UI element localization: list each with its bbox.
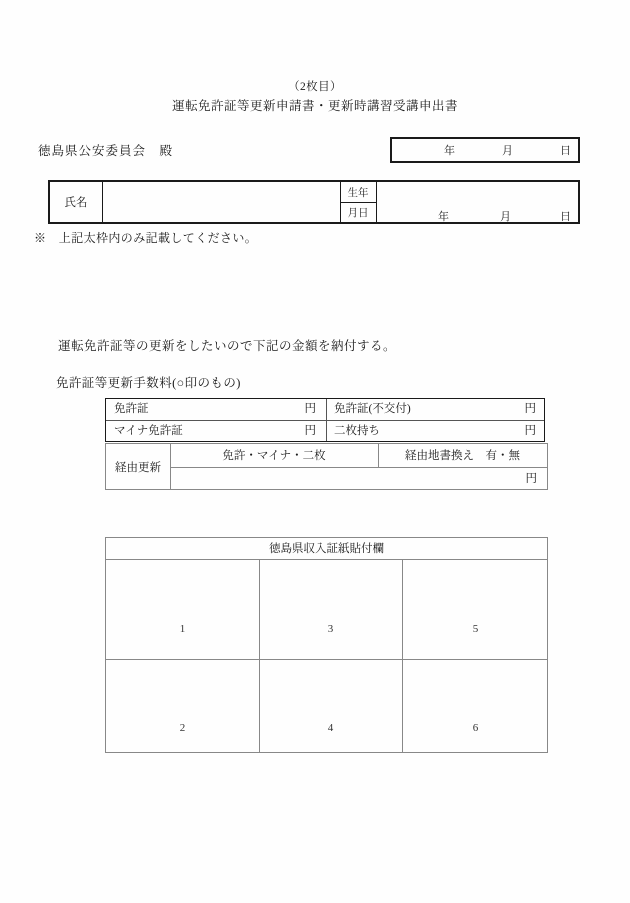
- submission-date-box[interactable]: [390, 137, 580, 163]
- date-month-unit: 月: [502, 145, 513, 157]
- stamp-slot[interactable]: 1: [179, 623, 186, 635]
- date-day-unit: 日: [560, 145, 571, 157]
- fee-table-caption: 免許証等更新手数料(○印のもの): [56, 376, 241, 390]
- addressee-line: 徳島県公安委員会 殿: [38, 144, 174, 158]
- birth-day-unit: 日: [560, 211, 571, 223]
- fee-unit: 円: [304, 425, 316, 437]
- birth-month-unit: 月: [500, 211, 511, 223]
- stamp-slot[interactable]: 3: [327, 623, 334, 635]
- birth-year-unit: 年: [438, 211, 449, 223]
- table-divider: [106, 659, 547, 660]
- name-label: 氏名: [64, 197, 88, 209]
- fill-instruction-note: ※ 上記太枠内のみ記載してください。: [34, 231, 258, 245]
- via-renewal-label: 経由更新: [115, 461, 161, 474]
- fee-label: マイナ免許証: [114, 425, 183, 437]
- fee-unit: 円: [524, 425, 536, 437]
- table-divider: [102, 182, 103, 222]
- via-renewal-option-address-change[interactable]: 経由地書換え 有・無: [405, 450, 520, 462]
- fee-table: [105, 398, 545, 442]
- fee-label: 免許証(不交付): [334, 403, 411, 415]
- revenue-stamp-grid: [106, 560, 547, 752]
- renewal-statement: 運転免許証等の更新をしたいので下記の金額を納付する。: [58, 339, 397, 353]
- fee-option-license[interactable]: [106, 399, 326, 420]
- stamp-slot[interactable]: 4: [327, 722, 334, 734]
- revenue-stamp-header: 徳島県収入証紙貼付欄: [106, 538, 547, 560]
- birthdate-label-line1: 生年: [347, 188, 369, 199]
- revenue-stamp-table: [105, 537, 548, 753]
- via-renewal-amount-unit: 円: [525, 473, 537, 485]
- stamp-slot[interactable]: 5: [472, 623, 479, 635]
- fee-option-mynumber-license[interactable]: [106, 421, 326, 442]
- stamp-slot[interactable]: 6: [472, 722, 479, 734]
- table-divider: [340, 202, 376, 203]
- date-year-unit: 年: [444, 145, 455, 157]
- stamp-slot[interactable]: 2: [179, 722, 186, 734]
- fee-unit: 円: [304, 403, 316, 415]
- applicant-info-table: [48, 180, 580, 224]
- via-renewal-section: [105, 443, 548, 490]
- table-divider: [170, 467, 547, 468]
- document-title: 運転免許証等更新申請書・更新時講習受講申出書: [171, 99, 458, 113]
- fee-option-two-cards[interactable]: [326, 421, 546, 442]
- sheet-number: （2枚目）: [288, 81, 342, 93]
- via-renewal-option-type[interactable]: 免許・マイナ・二枚: [222, 450, 326, 462]
- table-divider: [376, 182, 377, 222]
- birthdate-label-line2: 月日: [347, 208, 369, 219]
- fee-label: 免許証: [114, 403, 149, 415]
- fee-label: 二枚持ち: [334, 425, 380, 437]
- fee-unit: 円: [524, 403, 536, 415]
- fee-option-license-not-issued[interactable]: [326, 399, 546, 420]
